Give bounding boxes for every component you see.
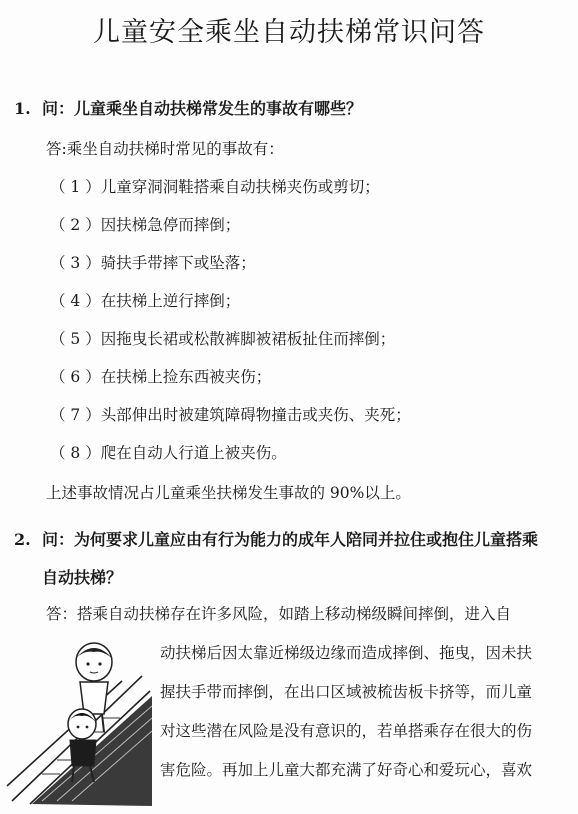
answer-1-item: （ 7 ）头部伸出时被建筑障碍物撞击或夹伤、夹死；	[50, 406, 411, 424]
answer-1-item: （ 4 ）在扶梯上逆行摔倒；	[50, 292, 241, 310]
answer-1-summary: 上述事故情况占儿童乘坐扶梯发生事故的 90%以上。	[46, 484, 411, 502]
answer-1-intro: 答:乘坐自动扶梯时常见的事故有：	[46, 140, 284, 158]
answer-1-item: （ 3 ）骑扶手带摔下或坠落；	[50, 254, 256, 272]
question-1	[14, 96, 362, 119]
question-1-text: 问：儿童乘坐自动扶梯常发生的事故有哪些？	[42, 99, 363, 118]
answer-1-item: （ 5 ）因拖曳长裙或松散裤脚被裙板扯住而摔倒；	[50, 330, 396, 348]
question-2	[14, 527, 538, 550]
question-2-number: 2.	[14, 530, 31, 549]
answer-1-item: （ 6 ）在扶梯上捡东西被夹伤；	[50, 368, 272, 386]
answer-2-line: 动扶梯后因太靠近梯级边缘而造成摔倒、拖曳，因未扶	[160, 644, 533, 662]
question-1-number: 1.	[14, 99, 31, 118]
answer-2-line: 对这些潜在风险是没有意识的，若单搭乘存在很大的伤	[160, 722, 533, 740]
answer-1-item: （ 2 ）因扶梯急停而摔倒；	[50, 216, 241, 234]
question-2-text-line2: 自动扶梯？	[42, 568, 123, 587]
page-title: 儿童安全乘坐自动扶梯常识问答	[93, 17, 485, 48]
answer-1-item: （ 8 ）爬在自动人行道上被夹伤。	[50, 444, 287, 462]
escalator-children-illustration	[2, 636, 152, 806]
answer-2-line: 答：搭乘自动扶梯存在许多风险，如踏上移动梯级瞬间摔倒，进入自	[46, 605, 512, 623]
answer-2-line: 握扶手带而摔倒，在出口区域被梳齿板卡挤等，而儿童	[160, 683, 533, 701]
question-2-text-line1: 问：为何要求儿童应由有行为能力的成年人陪同并拉住或抱住儿童搭乘	[42, 530, 539, 549]
answer-2-line: 害危险。再加上儿童大都充满了好奇心和爱玩心，喜欢	[160, 761, 533, 779]
answer-1-item: （ 1 ）儿童穿洞洞鞋搭乘自动扶梯夹伤或剪切；	[50, 178, 380, 196]
